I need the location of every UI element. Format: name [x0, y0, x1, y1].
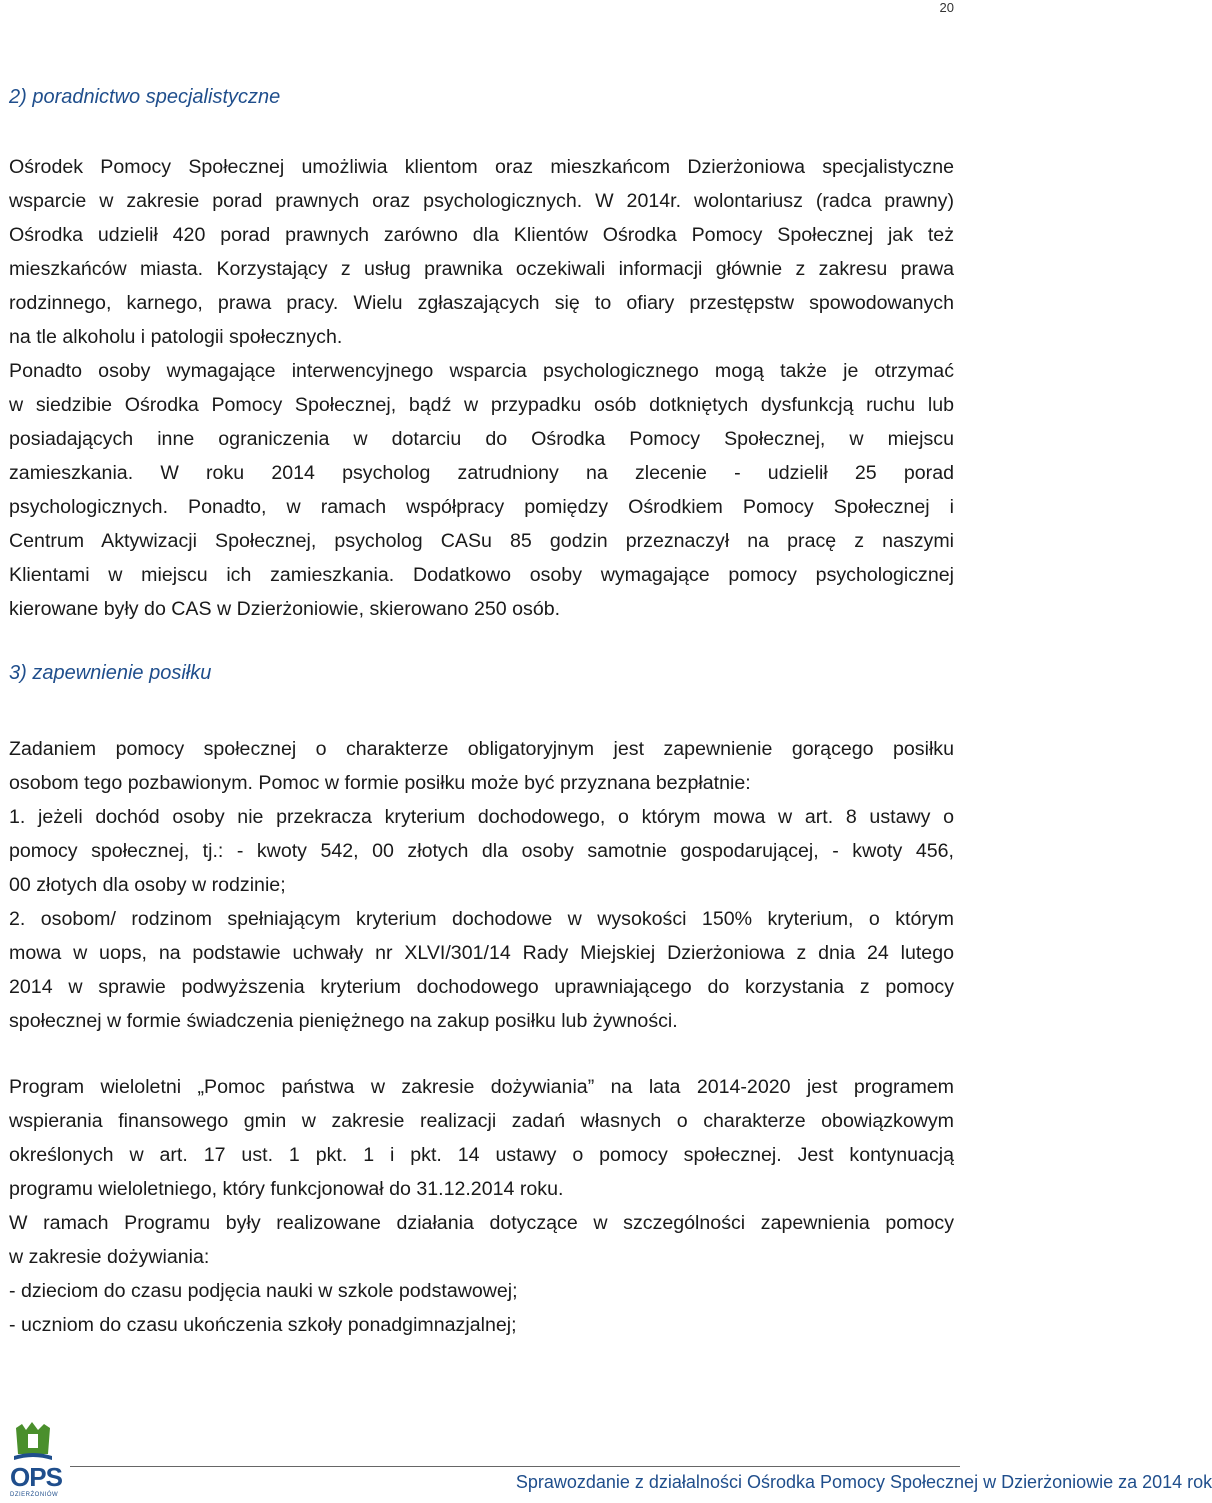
- text-line: mowa w uops, na podstawie uchwały nr XLVI/301/14 Rady Miejskiej Dzierżoniowa z dnia 24 lutego: [9, 942, 954, 964]
- section-2-paragraph-2: [9, 354, 954, 626]
- logo-subtext: DZIERŻONIÓW: [10, 1492, 59, 1498]
- text-line: pomocy społecznej, tj.: - kwoty 542, 00 złotych dla osoby samotnie gospodarującej, - kwoty 456,: [9, 840, 954, 862]
- text-line: kierowane były do CAS w Dzierżoniowie, skierowano 250 osób.: [9, 598, 561, 620]
- text-line: programu wieloletniego, który funkcjonował do 31.12.2014 roku.: [9, 1178, 564, 1200]
- section-2-paragraph-1: [9, 150, 954, 354]
- text-line: 1. jeżeli dochód osoby nie przekracza kryterium dochodowego, o którym mowa w art. 8 ustawy o: [9, 806, 954, 828]
- section-2-heading: 2) poradnictwo specjalistyczne: [9, 86, 281, 108]
- text-line: Klientami w miejscu ich zamieszkania. Dodatkowo osoby wymagające pomocy psychologicznej: [9, 564, 954, 586]
- text-line: W ramach Programu były realizowane działania dotyczące w szczególności zapewnienia pomocy: [9, 1212, 954, 1234]
- text-line: psychologicznych. Ponadto, w ramach współpracy pomiędzy Ośrodkiem Pomocy Społecznej i: [9, 496, 954, 518]
- text-line: Ośrodek Pomocy Społecznej umożliwia klientom oraz mieszkańcom Dzierżoniowa specjalistyczne: [9, 156, 954, 178]
- text-line: 2. osobom/ rodzinom spełniającym kryterium dochodowe w wysokości 150% kryterium, o którym: [9, 908, 954, 930]
- text-line: Zadaniem pomocy społecznej o charakterze obligatoryjnym jest zapewnienie gorącego posiłku: [9, 738, 954, 760]
- text-line: Ośrodka udzielił 420 porad prawnych zarówno dla Klientów Ośrodka Pomocy Społecznej jak też: [9, 224, 954, 246]
- text-line: osobom tego pozbawionym. Pomoc w formie posiłku może być przyznana bezpłatnie:: [9, 772, 751, 794]
- page-number: 20: [939, 0, 954, 15]
- logo-text: OPS: [10, 1462, 62, 1492]
- section-3-paragraph-2: [9, 1070, 954, 1342]
- text-line: 2014 w sprawie podwyższenia kryterium dochodowego uprawniającego do korzystania z pomocy: [9, 976, 954, 998]
- text-line: rodzinnego, karnego, prawa pracy. Wielu zgłaszających się to ofiary przestępstw spowodowanych: [9, 292, 954, 314]
- text-line: zamieszkania. W roku 2014 psycholog zatrudniony na zlecenie - udzielił 25 porad: [9, 462, 954, 484]
- text-line: w siedzibie Ośrodka Pomocy Społecznej, bądź w przypadku osób dotkniętych dysfunkcją ruchu lub: [9, 394, 954, 416]
- text-line: mieszkańców miasta. Korzystający z usług prawnika oczekiwali informacji głównie z zakresu prawa: [9, 258, 954, 280]
- text-line: wspierania finansowego gmin w zakresie realizacji zadań własnych o charakterze obowiązkowym: [9, 1110, 954, 1132]
- section-3-heading: 3) zapewnienie posiłku: [9, 662, 212, 684]
- text-line: - uczniom do czasu ukończenia szkoły ponadgimnazjalnej;: [9, 1314, 517, 1336]
- text-line: określonych w art. 17 ust. 1 pkt. 1 i pkt. 14 ustawy o pomocy społecznej. Jest kontynuacją: [9, 1144, 954, 1166]
- text-line: społecznej w formie świadczenia pieniężnego na zakup posiłku lub żywności.: [9, 1010, 678, 1032]
- footer-divider: [70, 1466, 960, 1467]
- text-line: na tle alkoholu i patologii społecznych.: [9, 326, 343, 348]
- footer-text: Sprawozdanie z działalności Ośrodka Pomocy Społecznej w Dzierżoniowie za 2014 rok: [515, 1472, 1212, 1492]
- text-line: - dzieciom do czasu podjęcia nauki w szkole podstawowej;: [9, 1280, 518, 1302]
- text-line: Program wieloletni „Pomoc państwa w zakresie dożywiania” na lata 2014-2020 jest programem: [9, 1076, 954, 1098]
- text-line: w zakresie dożywiania:: [9, 1246, 210, 1268]
- text-line: 00 złotych dla osoby w rodzinie;: [9, 874, 286, 896]
- text-line: posiadających inne ograniczenia w dotarciu do Ośrodka Pomocy Społecznej, w miejscu: [9, 428, 954, 450]
- text-line: wsparcie w zakresie porad prawnych oraz psychologicznych. W 2014r. wolontariusz (radca prawny): [9, 190, 954, 212]
- text-line: Ponadto osoby wymagające interwencyjnego wsparcia psychologicznego mogą także je otrzymać: [9, 360, 954, 382]
- section-3-paragraph-1: [9, 732, 954, 1038]
- text-line: Centrum Aktywizacji Społecznej, psycholog CASu 85 godzin przeznaczył na pracę z naszymi: [9, 530, 954, 552]
